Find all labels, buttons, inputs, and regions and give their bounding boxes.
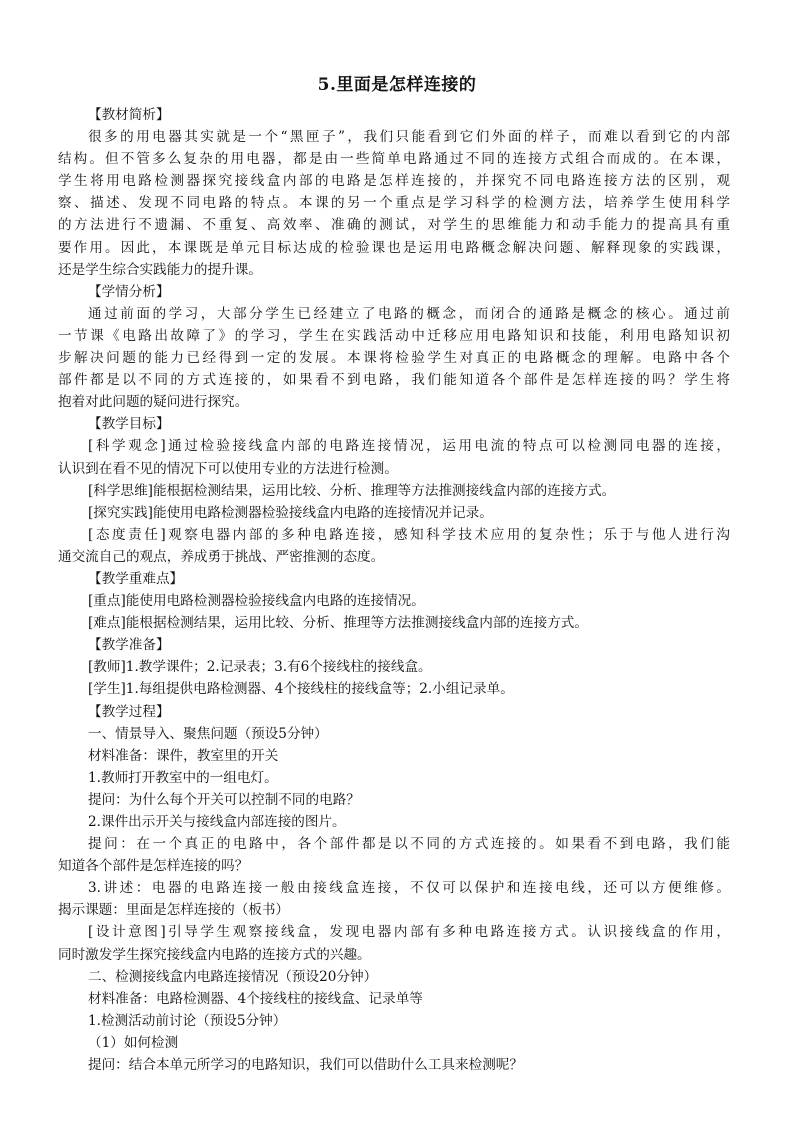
text-line: [态度责任]观察电器内部的多种电路连接，感知科学技术应用的复杂性；乐于与他人进行沟 [88,526,730,543]
text-line: 通交流自己的观点，养成勇于挑战、严密推测的态度。 [58,548,385,565]
text-line: 一、情景导入、聚焦问题（预设5分钟） [88,725,328,742]
text-line: 材料准备：电路检测器、4个接线柱的接线盒、记录单等 [88,990,423,1007]
text-line: [科学观念]通过检验接线盒内部的电路连接情况，运用电流的特点可以检测同电器的连接， [88,438,730,455]
text-line: [学生]1.每组提供电路检测器、4个接线柱的接线盒等；2.小组记录单。 [88,681,514,698]
text-line: 提问：在一个真正的电路中，各个部件都是以不同的方式连接的。如果看不到电路，我们能 [88,836,730,853]
text-line: 察、描述、发现不同电路的特点。本课的另一个重点是学习科学的检测方法，培养学生使用科学 [58,195,730,212]
section-heading: 【教学目标】 [88,416,170,433]
text-line: 揭示课题：里面是怎样连接的（板书） [58,902,290,919]
text-line: 结构。但不管多么复杂的用电器，都是由一些简单电路通过不同的连接方式组合而成的。在本课， [58,151,730,168]
text-line: 要作用。因此，本课既是单元目标达成的检验课也是运用电路概念解决问题、解释现象的实践课， [58,239,730,256]
text-line: 还是学生综合实践能力的提升课。 [58,261,262,278]
section-heading: 【教学准备】 [88,637,170,654]
text-line: 提问：结合本单元所学习的电路知识，我们可以借助什么工具来检测呢？ [88,1057,523,1074]
text-line: 很多的用电器其实就是一个“黑匣子”，我们只能看到它们外面的样子，而难以看到它的内部 [88,129,730,146]
text-line: [科学思维]能根据检测结果，运用比较、分析、推理等方法推测接线盒内部的连接方式。 [88,482,616,499]
text-line: [教师]1.教学课件；2.记录表；3.有6个接线柱的接线盒。 [88,659,432,676]
section-heading: 【教学过程】 [88,703,170,720]
section-heading: 【教材简析】 [88,107,170,123]
text-line: （1）如何检测 [88,1034,179,1051]
text-line: 1.教师打开教室中的一组电灯。 [88,769,278,786]
text-line: 1.检测活动前讨论（预设5分钟） [88,1012,287,1029]
text-line: [难点]能根据检测结果，运用比较、分析、推理等方法推测接线盒内部的连接方式。 [88,615,588,632]
text-line: [探究实践]能使用电路检测器检验接线盒内电路的连接情况并记录。 [88,504,493,521]
text-line: 二、检测接线盒内电路连接情况（预设20分钟） [88,968,378,985]
text-line: 的方法进行不遗漏、不重复、高效率、准确的测试，对学生的思维能力和动手能力的提高具有重 [58,217,730,234]
text-line: 2.课件出示开关与接线盒内部连接的图片。 [88,814,346,830]
document-body [58,104,730,1076]
page-title: 5.里面是怎样连接的 [317,75,477,95]
section-heading: 【教学重难点】 [88,570,184,587]
text-line: 同时激发学生探究接线盒内电路的连接方式的兴趣。 [58,946,371,963]
text-line: 部件都是以不同的方式连接的，如果看不到电路，我们能知道各个部件是怎样连接的吗？学生将 [58,372,730,389]
text-line: [设计意图]引导学生观察接线盒，发现电器内部有多种电路连接方式。认识接线盒的作用， [88,924,730,941]
text-line: 抱着对此问题的疑问进行探究。 [58,394,249,411]
text-line: 一节课《电路出故障了》的学习，学生在实践活动中迁移应用电路知识和技能，利用电路知识初 [58,327,730,344]
section-heading: 【学情分析】 [88,283,170,300]
text-line: 提问：为什么每个开关可以控制不同的电路？ [88,791,360,808]
text-line: [重点]能使用电路检测器检验接线盒内电路的连接情况。 [88,593,425,610]
text-line: 学生将用电路检测器探究接线盒内部的电路是怎样连接的，并探究不同电路连接方法的区别，观 [58,173,730,190]
text-line: 知道各个部件是怎样连接的吗？ [58,858,249,875]
text-line: 通过前面的学习，大部分学生已经建立了电路的概念，而闭合的通路是概念的核心。通过前 [88,305,730,322]
text-line: 材料准备：课件，教室里的开关 [88,747,279,764]
text-line: 3.讲述：电器的电路连接一般由接线盒连接，不仅可以保护和连接电线，还可以方便维修。 [88,880,730,897]
text-line: 步解决问题的能力已经得到一定的发展。本课将检验学生对真正的电路概念的理解。电路中各个 [58,350,730,367]
text-line: 认识到在看不见的情况下可以使用专业的方法进行检测。 [58,460,398,477]
